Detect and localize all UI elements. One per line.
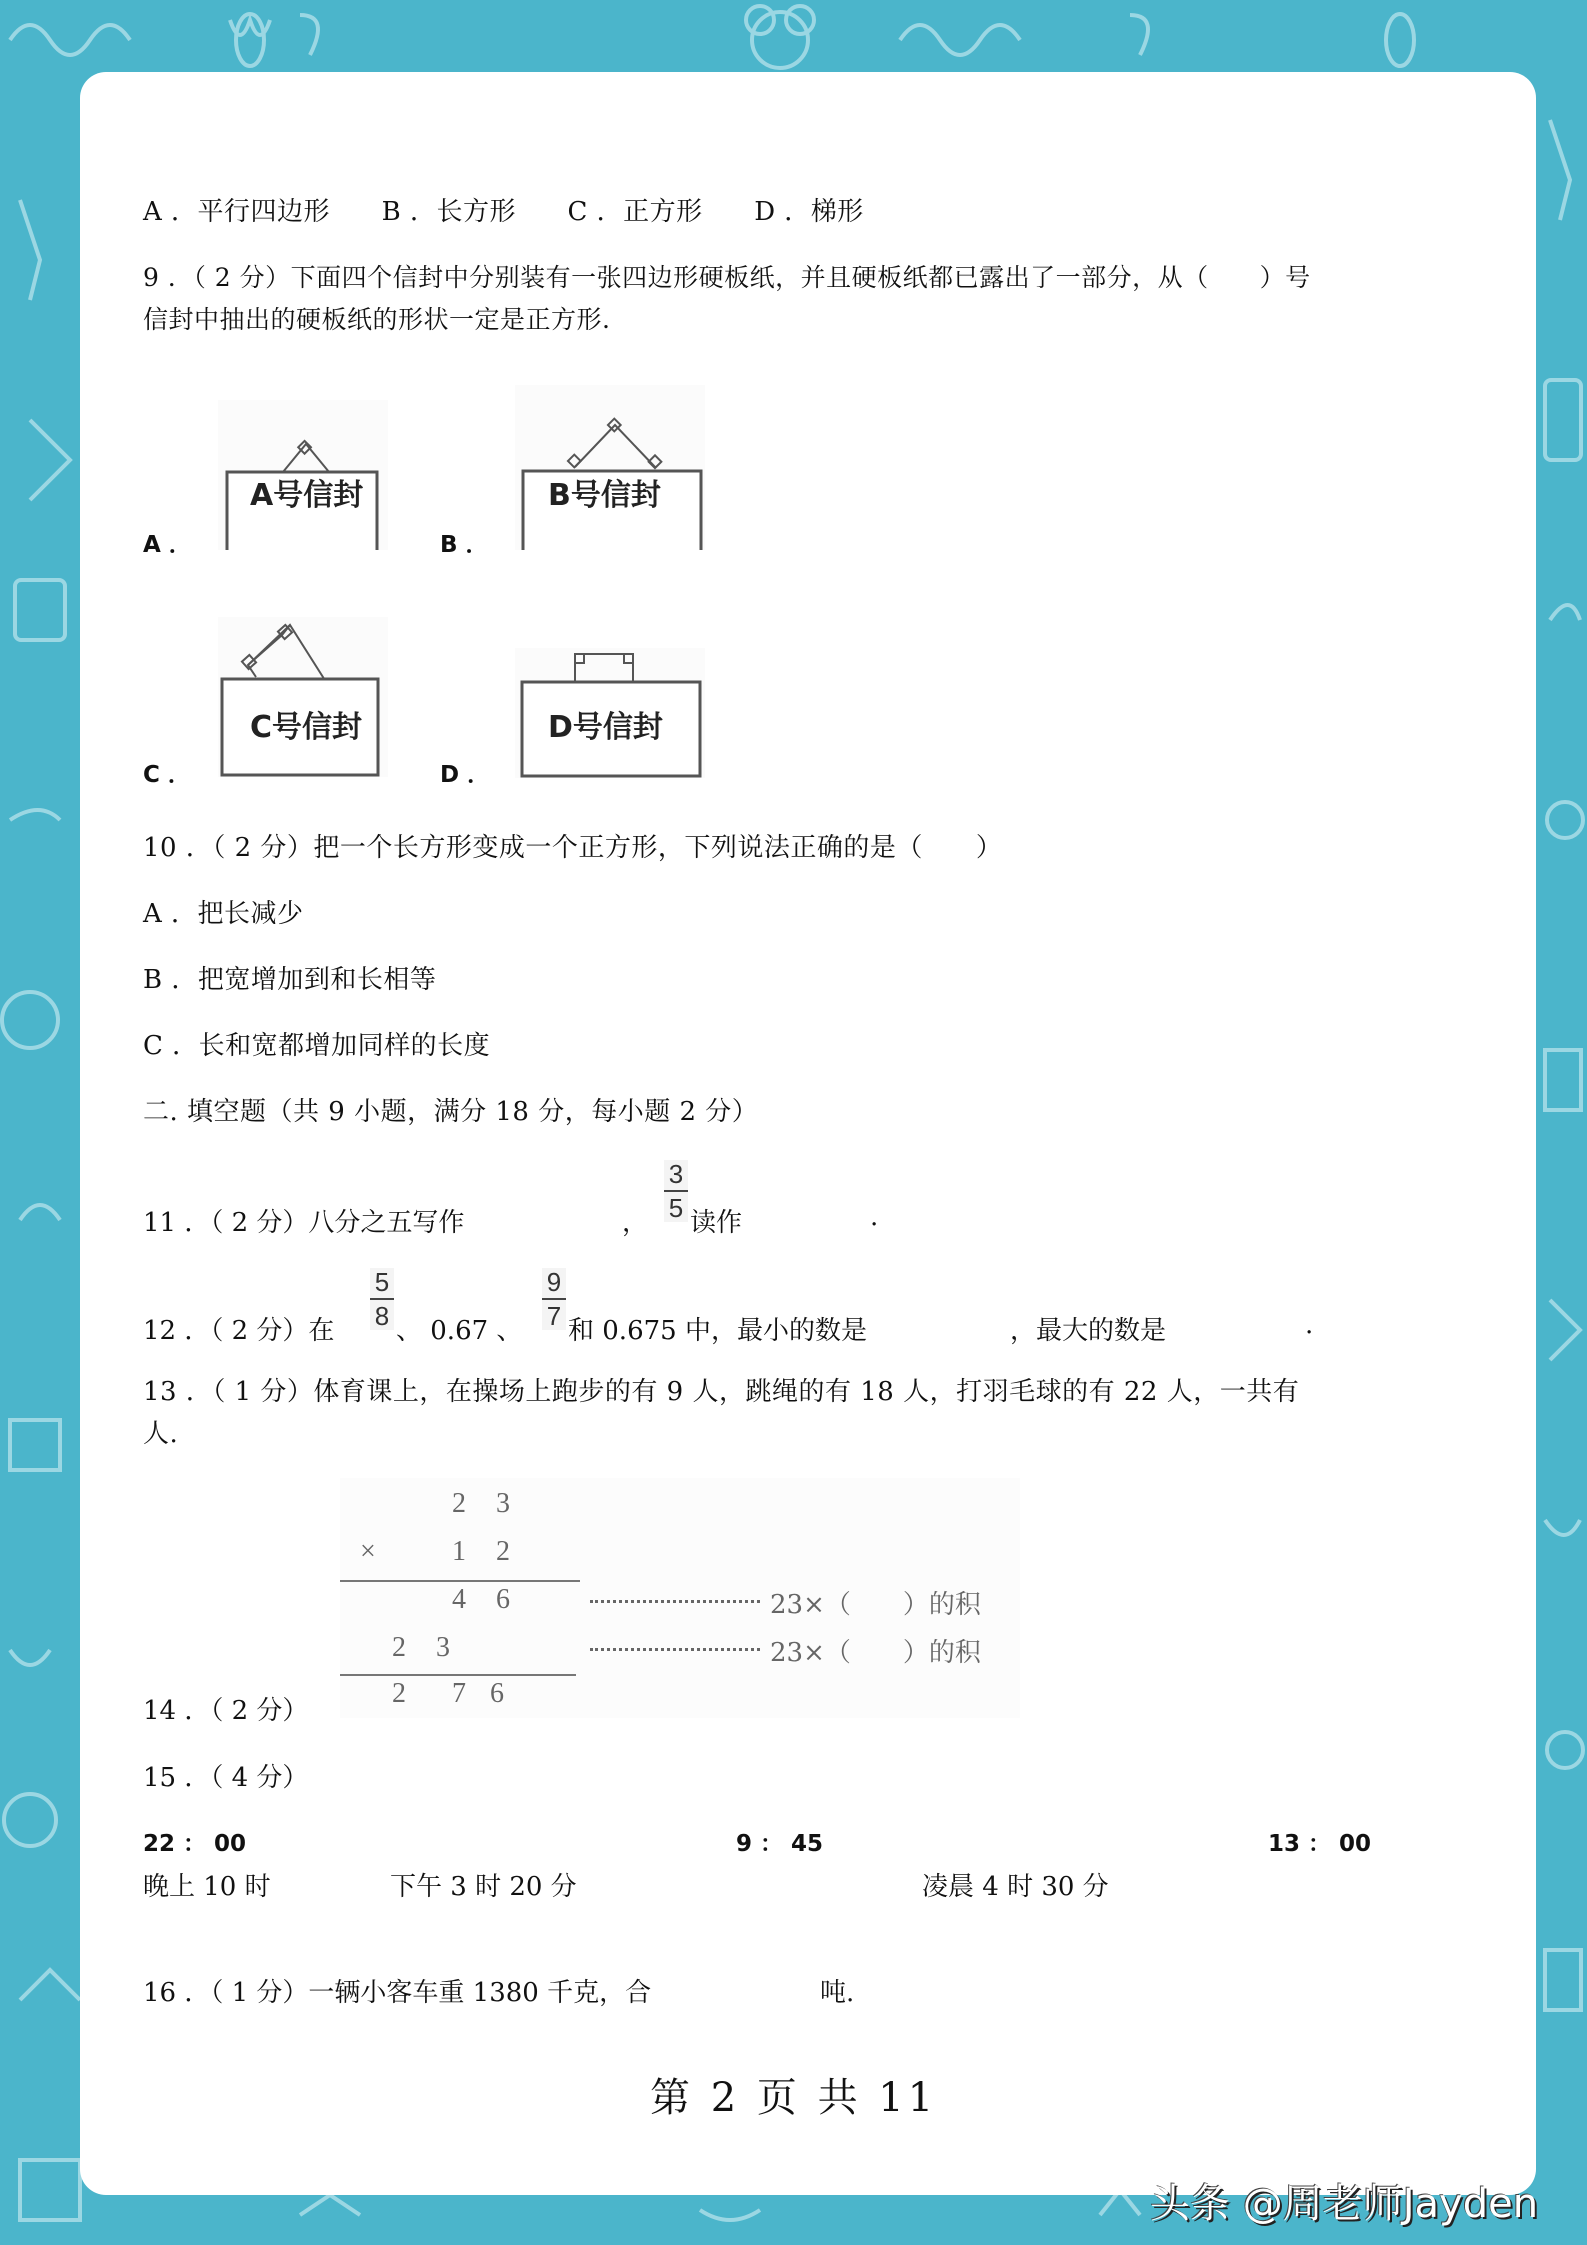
q8-option-b[interactable]: B ．长方形 bbox=[381, 197, 516, 227]
calc-note-1: 23×（ ）的积 bbox=[770, 1590, 981, 1620]
section-2-heading: 二. 填空题（共 9 小题，满分 18 分，每小题 2 分） bbox=[143, 1097, 759, 1127]
q10-option-c[interactable]: C ．长和宽都增加同样的长度 bbox=[143, 1031, 491, 1061]
clock-time-1: 22 ： 00 bbox=[143, 1831, 247, 1857]
fraction-denominator: 5 bbox=[668, 1193, 684, 1223]
calc-digit: 6 bbox=[496, 1584, 510, 1615]
fraction-bar bbox=[664, 1190, 688, 1192]
q12-sep: 、 0.67 、 bbox=[396, 1316, 523, 1346]
q14-label: 14 ．（ 2 分） bbox=[143, 1696, 309, 1726]
calc-times-sign: × bbox=[360, 1536, 376, 1567]
q9-stem-line2: 信封中抽出的硬板纸的形状一定是正方形. bbox=[143, 305, 611, 334]
clock-time-2: 9 ： 45 bbox=[736, 1831, 824, 1857]
clock-time-3: 13 ： 00 bbox=[1268, 1831, 1372, 1857]
q12-text-mid: 和 0.675 中，最小的数是 bbox=[568, 1316, 867, 1346]
q13-line1: 13 ．（ 1 分）体育课上，在操场上跑步的有 9 人，跳绳的有 18 人，打羽毛球的有 22 人，一共有 bbox=[143, 1377, 1300, 1407]
envelope-b-image bbox=[515, 385, 705, 550]
fraction-numerator: 9 bbox=[546, 1267, 562, 1297]
watermark: 头条 @周老师Jayden bbox=[1150, 2181, 1539, 2227]
fraction-9-7 bbox=[542, 1268, 566, 1330]
q11-comma: ， bbox=[622, 1208, 649, 1238]
q11-text-read: 读作 bbox=[690, 1208, 743, 1238]
calc-rule bbox=[340, 1580, 580, 1582]
calc-digit: 3 bbox=[436, 1632, 450, 1663]
time-word-1: 晚上 10 时 bbox=[143, 1872, 271, 1902]
calc-digit: 6 bbox=[490, 1678, 504, 1709]
q11-end: . bbox=[870, 1202, 879, 1232]
envelope-c-image bbox=[218, 617, 388, 777]
q12-end: . bbox=[1305, 1310, 1314, 1340]
calc-leader-dots bbox=[590, 1600, 760, 1603]
fraction-3-5 bbox=[664, 1160, 688, 1222]
q9-option-a[interactable]: A ． bbox=[143, 532, 192, 558]
calc-note-2: 23×（ ）的积 bbox=[770, 1638, 981, 1668]
q13-line2: 人. bbox=[143, 1419, 179, 1449]
time-word-3: 凌晨 4 时 30 分 bbox=[922, 1872, 1109, 1902]
q8-option-a[interactable]: A ．平行四边形 bbox=[143, 197, 331, 227]
calc-digit: 2 bbox=[496, 1536, 510, 1567]
calc-digit: 2 bbox=[392, 1678, 406, 1709]
time-word-2: 下午 3 时 20 分 bbox=[390, 1872, 577, 1902]
fraction-denominator: 7 bbox=[546, 1301, 562, 1331]
envelope-c-label: C号信封 bbox=[250, 710, 363, 745]
multiplication-diagram bbox=[340, 1478, 1020, 1718]
fraction-denominator: 8 bbox=[374, 1301, 390, 1331]
calc-digit: 4 bbox=[452, 1584, 466, 1615]
calc-digit: 2 bbox=[392, 1632, 406, 1663]
q9-option-b[interactable]: B ． bbox=[440, 532, 489, 558]
q9-option-d[interactable]: D ． bbox=[440, 762, 491, 788]
q10-stem: 10 ．（ 2 分）把一个长方形变成一个正方形，下列说法正确的是（ ） bbox=[143, 833, 1003, 863]
q12-text-max: ，最大的数是 bbox=[1010, 1316, 1167, 1346]
q9-stem-line1: 9 ．（ 2 分）下面四个信封中分别装有一张四边形硬板纸，并且硬板纸都已露出了一部分，从（ ）号 bbox=[143, 263, 1311, 292]
calc-digit: 2 bbox=[452, 1488, 466, 1519]
calc-digit: 7 bbox=[452, 1678, 466, 1709]
fraction-bar bbox=[370, 1298, 394, 1300]
q9-option-c[interactable]: C ． bbox=[143, 762, 191, 788]
page-number: 第 2 页 共 11 bbox=[650, 2075, 938, 2121]
envelope-b-label: B号信封 bbox=[548, 478, 661, 513]
q10-option-b[interactable]: B ．把宽增加到和长相等 bbox=[143, 965, 437, 995]
q11-text-start: 11 ．（ 2 分）八分之五写作 bbox=[143, 1208, 465, 1238]
fraction-5-8 bbox=[370, 1268, 394, 1330]
q8-option-c[interactable]: C ．正方形 bbox=[567, 197, 703, 227]
envelope-d-label: D号信封 bbox=[548, 710, 663, 745]
q15-label: 15 ．（ 4 分） bbox=[143, 1763, 309, 1793]
q8-options bbox=[143, 196, 864, 228]
document-page bbox=[80, 72, 1536, 2195]
q12-text-start: 12 ．（ 2 分）在 bbox=[143, 1316, 335, 1346]
envelope-a-label: A号信封 bbox=[250, 478, 364, 513]
calc-digit: 3 bbox=[496, 1488, 510, 1519]
q10-option-a[interactable]: A ．把长减少 bbox=[143, 899, 304, 929]
q16-text-end: 吨. bbox=[820, 1978, 855, 2008]
calc-rule bbox=[340, 1674, 576, 1676]
calc-leader-dots bbox=[590, 1648, 760, 1651]
calc-digit: 1 bbox=[452, 1536, 466, 1567]
fraction-numerator: 3 bbox=[668, 1159, 684, 1189]
q8-option-d[interactable]: D ．梯形 bbox=[754, 197, 864, 227]
fraction-bar bbox=[542, 1298, 566, 1300]
q16-text-start: 16 ．（ 1 分）一辆小客车重 1380 千克，合 bbox=[143, 1978, 652, 2008]
fraction-numerator: 5 bbox=[374, 1267, 390, 1297]
q11-blank-2[interactable] bbox=[740, 1204, 860, 1232]
